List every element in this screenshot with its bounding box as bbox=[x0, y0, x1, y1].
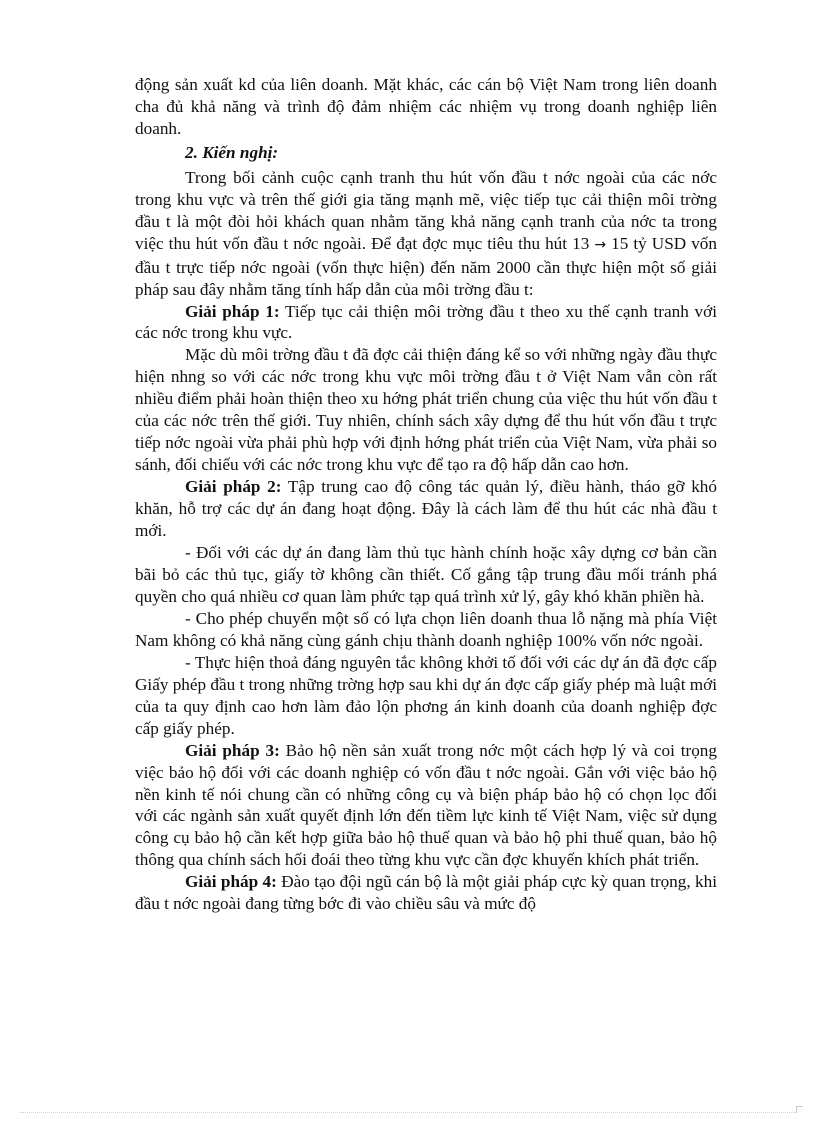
solution-3-label: Giải pháp 3: bbox=[185, 740, 280, 760]
bullet-item-2: - Cho phép chuyển một số có lựa chọn liên doanh thua lỗ nặng mà phía Việt Nam không có khả năng cùng gánh chịu thành doanh nghiệp 100% vốn nớc ngoài. bbox=[135, 608, 717, 650]
solution-3-text: Bảo hộ nền sản xuất trong nớc một cách hợp lý và coi trọng việc bảo hộ đối với các doanh nghiệp có vốn đầu t nớc ngoài. Gắn với việc bảo hộ nền kinh tế nói chung cần có những công cụ và biện pháp bảo hộ có chọn lọc đối với các ngành sản xuất quyết định lớn đến tiềm lực kinh tế Việt Nam, việc sử dụng công cụ bảo hộ cần kết hợp giữa bảo hộ thuế quan và bảo hộ phi thuế quan, bảo hộ thông qua chính sách hối đoái theo từng khu vực cần đợc khuyến khích phát triển. bbox=[135, 740, 717, 870]
solution-2 bbox=[135, 476, 717, 542]
solution-2-label: Giải pháp 2: bbox=[185, 477, 282, 497]
solution-3 bbox=[135, 740, 717, 872]
solution-2-text: Tập trung cao độ công tác quản lý, điều hành, tháo gỡ khó khăn, hỗ trợ các dự án đang hoạt động. Đây là cách làm để thu hút các nhà đầu t mới. bbox=[135, 477, 717, 541]
paragraph-environment: Mặc dù môi trờng đầu t đã đợc cải thiện đáng kể so với những ngày đầu thực hiện nhng so với các nớc trong khu vực môi trờng đầu t ở Việt Nam vẫn còn rất nhiều điểm phải hoàn thiện theo xu hớng phát triển chung của việc thu hút vốn đầu t của các nớc trên thế giới. Tuy nhiên, chính sách xây dựng để thu hút vốn đầu t trực tiếp nớc ngoài vừa phải phù hợp với định hớng phát triển của Việt Nam, vừa phải so sánh, đối chiếu với các nớc trong khu vực để tạo ra độ hấp dẫn cao hơn. bbox=[135, 345, 717, 475]
bullet-item-3: - Thực hiện thoả đáng nguyên tắc không khởi tố đối với các dự án đã đợc cấp Giấy phép đầu t trong những trờng hợp sau khi dự án đợc cấp giấy phép mà luật mới của ta quy định cao hơn làm đảo lộn phơng án kinh doanh của doanh nghiệp đợc cấp giấy phép. bbox=[135, 652, 717, 738]
bullet-item-1: - Đối với các dự án đang làm thủ tục hành chính hoặc xây dựng cơ bản cần bãi bỏ các thủ tục, giấy tờ không cần thiết. Cố gắng tập trung đầu mối tránh phá quyền cho quá nhiều cơ quan làm phức tạp quá trình xử lý, gây khó khăn phiền hà. bbox=[135, 543, 717, 606]
right-arrow-icon: → bbox=[594, 236, 607, 253]
paragraph-intro bbox=[135, 167, 717, 301]
paragraph-continuation: động sản xuất kd của liên doanh. Mặt khác, các cán bộ Việt Nam trong liên doanh cha đủ khả năng và trình độ đảm nhiệm các nhiệm vụ trong doanh nghiệp liên doanh. bbox=[135, 75, 717, 138]
solution-1 bbox=[135, 301, 717, 345]
paragraph-intro-text-a: Trong bối cảnh cuộc cạnh tranh thu hút vốn đầu t nớc ngoài của các nớc trong khu vực và trên thế giới gia tăng mạnh mẽ, việc tiếp tục cải thiện môi trờng đầu t là một đòi hỏi khách quan nhằm tăng khả năng cạnh tranh của nớc ta trong việc thu hút vốn đầu t nớc ngoài. Để đạt đợc mục tiêu thu hút 13 bbox=[135, 167, 717, 253]
document-body bbox=[135, 74, 717, 915]
solution-4-text: Đào tạo đội ngũ cán bộ là một giải pháp cực kỳ quan trọng, khi đầu t nớc ngoài đang từng bớc đi vào chiều sâu và mức độ bbox=[135, 872, 717, 914]
paragraph-intro-text-b: 15 tỷ USD vốn đầu t trực tiếp nớc ngoài (vốn thực hiện) đến năm 2000 cần thực hiện một số giải pháp sau đây nhằm tăng tính hấp dẫn của môi trờng đầu t: bbox=[135, 233, 717, 299]
page-footer-divider bbox=[20, 1112, 796, 1113]
solution-4-label: Giải pháp 4: bbox=[185, 872, 277, 892]
solution-1-text: Tiếp tục cải thiện môi trờng đầu t theo xu thế cạnh tranh với các nớc trong khu vực. bbox=[135, 301, 717, 343]
solution-4 bbox=[135, 871, 717, 915]
section-heading: 2. Kiến nghị: bbox=[185, 142, 279, 162]
solution-1-label: Giải pháp 1: bbox=[185, 301, 280, 321]
page-corner-mark bbox=[796, 1106, 803, 1113]
